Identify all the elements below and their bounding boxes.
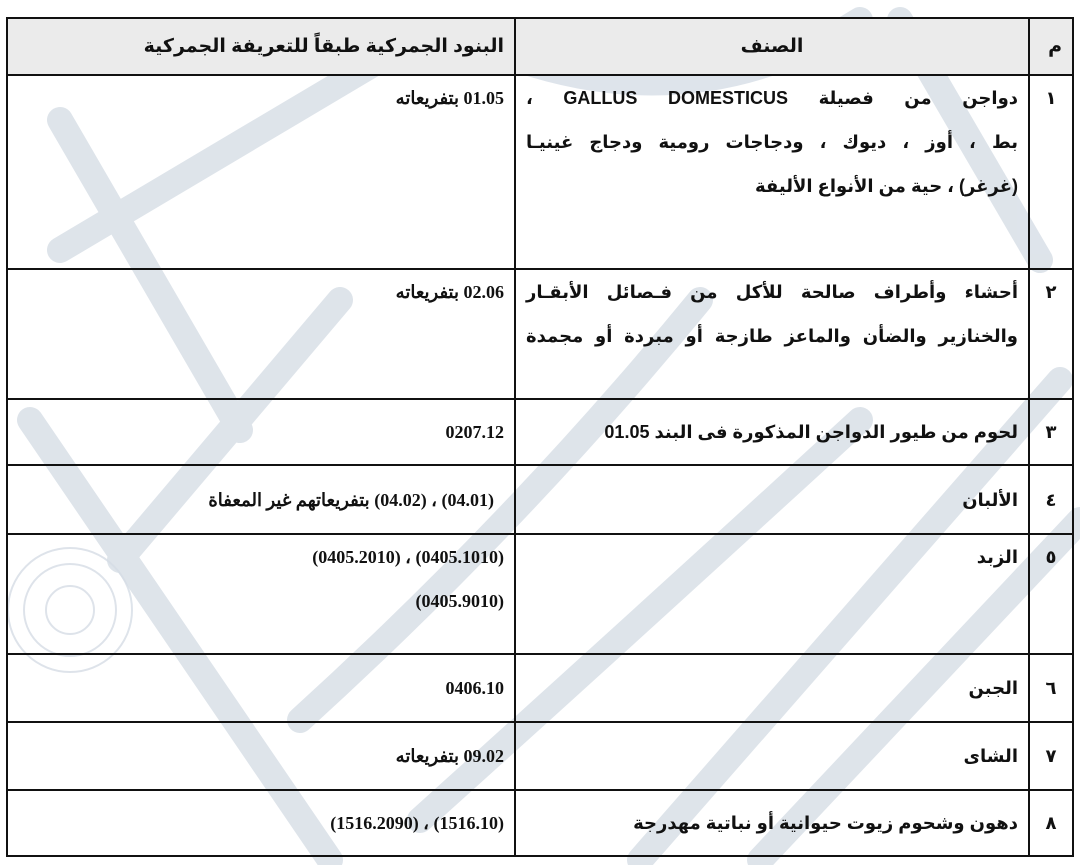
item-line: الجبن bbox=[968, 678, 1018, 698]
code-line: 0406.10 bbox=[445, 678, 504, 698]
row-item bbox=[515, 722, 1029, 790]
item-line: (غرغر) ، حية من الأنواع الأليفة bbox=[754, 176, 1018, 196]
table-row bbox=[7, 654, 1073, 722]
table-row bbox=[7, 534, 1073, 654]
code-line: 0207.12 bbox=[445, 422, 504, 442]
row-codes bbox=[7, 399, 515, 465]
item-line: والخنازير والضأن والماعز طازجة أو مبردة أو مجمدة bbox=[526, 326, 1018, 346]
row-number: ٢ bbox=[1029, 269, 1073, 399]
item-line: دهون وشحوم زيوت حيوانية أو نباتية مهدرجة bbox=[633, 813, 1018, 833]
item-line: الألبان bbox=[962, 489, 1018, 510]
row-codes bbox=[7, 75, 515, 269]
table-row bbox=[7, 75, 1073, 269]
code-line: 01.05 بتفريعاته bbox=[395, 88, 504, 108]
item-line: بط ، أوز ، ديوك ، ودجاجات رومية ودجاج غينيـا bbox=[526, 132, 1018, 152]
table-row bbox=[7, 269, 1073, 399]
row-item bbox=[515, 269, 1029, 399]
row-item bbox=[515, 654, 1029, 722]
row-codes bbox=[7, 534, 515, 654]
row-codes bbox=[7, 654, 515, 722]
code-line: (1516.10) ، (1516.2090) bbox=[330, 813, 504, 833]
table-row bbox=[7, 722, 1073, 790]
item-line: الشاى bbox=[963, 746, 1018, 766]
table-row bbox=[7, 465, 1073, 534]
code-line: 09.02 بتفريعاته bbox=[395, 746, 504, 766]
row-number: ٤ bbox=[1029, 465, 1073, 534]
header-item-label: الصنف bbox=[740, 36, 804, 57]
item-line: لحوم من طيور الدواجن المذكورة فى البند 01.05 bbox=[604, 422, 1018, 442]
row-item bbox=[515, 399, 1029, 465]
code-line: (0405.9010) bbox=[415, 591, 504, 611]
row-number: ٣ bbox=[1029, 399, 1073, 465]
row-number: ٨ bbox=[1029, 790, 1073, 856]
item-line: الزبد bbox=[976, 547, 1018, 567]
row-number: ١ bbox=[1029, 75, 1073, 269]
row-number: ٥ bbox=[1029, 534, 1073, 654]
code-line: (0405.1010) ، (0405.2010) bbox=[312, 547, 504, 567]
row-number: ٧ bbox=[1029, 722, 1073, 790]
tariff-table bbox=[6, 17, 1074, 857]
table-row bbox=[7, 790, 1073, 856]
header-tariff-codes: البنود الجمركية طبقاً للتعريفة الجمركية bbox=[7, 18, 515, 75]
row-codes bbox=[7, 722, 515, 790]
row-item bbox=[515, 75, 1029, 269]
header-row bbox=[7, 18, 1073, 75]
header-item bbox=[515, 18, 1029, 75]
row-item bbox=[515, 790, 1029, 856]
row-item bbox=[515, 465, 1029, 534]
code-line: (04.01) ، (04.02) بتفريعاتهم غير المعفاة bbox=[208, 489, 494, 510]
row-codes bbox=[7, 269, 515, 399]
row-codes bbox=[7, 790, 515, 856]
row-number: ٦ bbox=[1029, 654, 1073, 722]
item-line: دواجن من فصيلة GALLUS DOMESTICUS ، bbox=[526, 88, 1018, 108]
row-codes bbox=[7, 465, 515, 534]
row-item bbox=[515, 534, 1029, 654]
item-line: أحشاء وأطراف صالحة للأكل من فـصائل الأبقـار bbox=[526, 282, 1018, 302]
code-line: 02.06 بتفريعاته bbox=[395, 282, 504, 302]
header-number: م bbox=[1029, 18, 1073, 75]
table-row bbox=[7, 399, 1073, 465]
